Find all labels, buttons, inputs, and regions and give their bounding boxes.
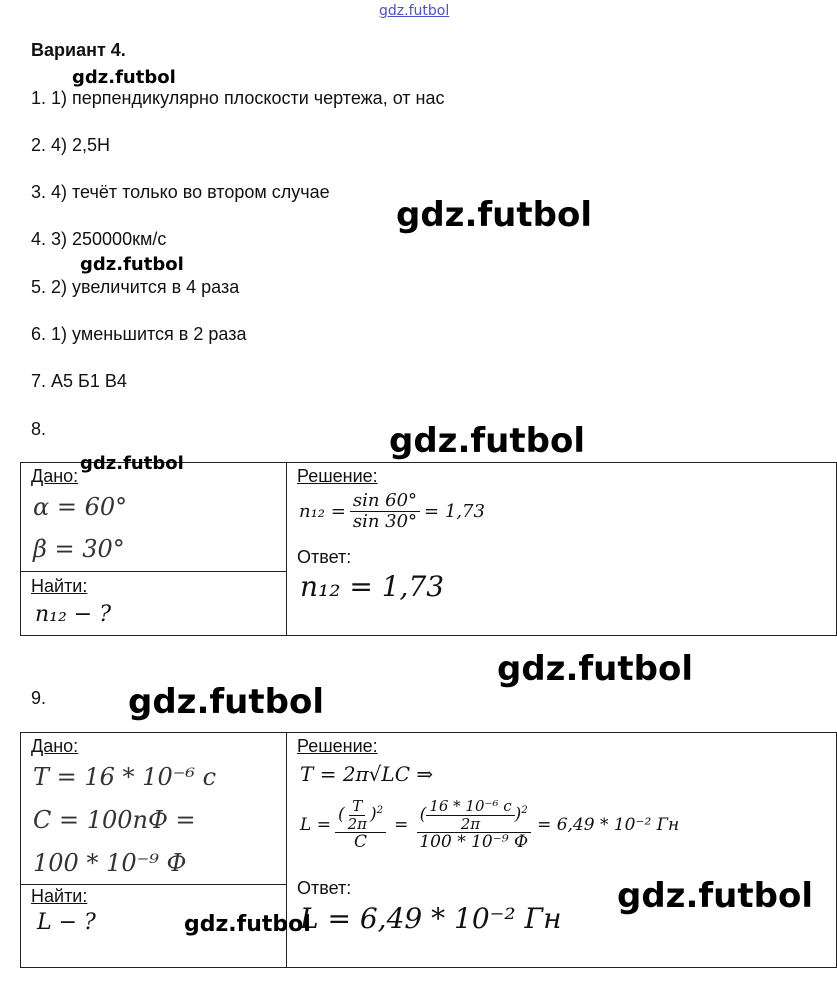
task-9-fraction-2-denominator: 100 * 10⁻⁹ Ф [419, 832, 529, 852]
task-9-given-capacitance: C = 100nФ = [33, 806, 196, 834]
task-9-fraction-1-denominator: C [354, 832, 368, 852]
watermark-7: gdz.futbol [128, 682, 324, 722]
task-8-denominator: sin 30° [352, 510, 418, 532]
task-8-find-label: Найти: [31, 576, 88, 596]
answer-line-3: 3. 4) течёт только во втором случае [31, 182, 330, 202]
task-9-inner-1-num: T [349, 798, 365, 816]
task-8-given-divider [20, 571, 286, 572]
watermark-2: gdz.futbol [396, 195, 592, 235]
task-9-given-period: T = 16 * 10⁻⁶ c [33, 763, 217, 791]
answer-line-4: 4. 3) 250000км/с [31, 229, 167, 249]
task-8-solution-rhs: = 1,73 [424, 500, 485, 522]
task-8-find-value: n₁₂ − ? [35, 602, 112, 627]
task-8-solution [299, 491, 485, 532]
task-9-inner-2-num: 16 * 10⁻⁶ c [426, 798, 514, 816]
task-9-l-lhs: L = [300, 814, 331, 835]
task-9-inner-fraction-1 [345, 798, 370, 832]
task-8-table [20, 462, 837, 636]
task-8-fraction [350, 491, 420, 532]
task-8-answer-label: Ответ: [297, 547, 352, 567]
task-9-fraction-1 [335, 798, 386, 852]
task-9-given-capacitance-si: 100 * 10⁻⁹ Ф [33, 849, 187, 877]
watermark-top: gdz.futbol [379, 3, 450, 19]
task-9-given-divider [20, 884, 286, 885]
watermark-6: gdz.futbol [497, 649, 693, 689]
task-9-solution-label: Решение: [297, 736, 378, 756]
task-8-solution-lhs: n₁₂ = [299, 500, 346, 522]
watermark-9: gdz.futbol [184, 912, 311, 937]
task-8-answer-value: n₁₂ = 1,73 [300, 570, 445, 603]
watermark-1: gdz.futbol [72, 67, 176, 88]
answer-line-2: 2. 4) 2,5Н [31, 135, 111, 155]
task-9-answer-label: Ответ: [297, 878, 352, 898]
task-8-given-alpha: α = 60° [33, 493, 128, 521]
task-9-fraction-1-numerator: ( $\frac{T}{2\pi}$ )$^2$ [335, 798, 386, 833]
variant-heading: Вариант 4. [31, 40, 126, 60]
task-9-result: = 6,49 * 10⁻² Гн [537, 814, 680, 835]
task-9-inner-1-den: 2π [347, 814, 367, 833]
task-9-fraction-2-numerator: ( $\frac{\text{16 * 10⁻⁶ c}}{2\pi}$ )$^2$ [417, 798, 531, 833]
task-9-inner-2-den: 2π [460, 814, 481, 833]
watermark-8: gdz.futbol [617, 876, 813, 916]
watermark-5: gdz.futbol [80, 453, 184, 474]
task-8-numerator: sin 60° [350, 491, 420, 512]
watermark-4: gdz.futbol [389, 421, 585, 461]
task-9-find-label: Найти: [31, 886, 88, 906]
task-9-equals: = [394, 814, 409, 835]
task-8-given-label: Дано: [31, 466, 79, 486]
answer-line-6: 6. 1) уменьшится в 2 раза [31, 324, 247, 344]
task-9-period-formula: T = 2π√LC ⇒ [300, 762, 434, 786]
task-9-fraction-2 [416, 798, 531, 852]
answer-line-5: 5. 2) увеличится в 4 раза [31, 277, 240, 297]
task-9-number: 9. [31, 688, 47, 708]
task-9-inductance-formula [300, 798, 679, 852]
task-8-solution-label: Решение: [297, 466, 378, 486]
answer-line-1: 1. 1) перпендикулярно плоскости чертежа, от нас [31, 88, 445, 108]
task-9-answer-value: L = 6,49 * 10⁻² Гн [300, 902, 562, 935]
task-8-given-beta: β = 30° [33, 535, 125, 563]
answer-line-7: 7. А5 Б1 В4 [31, 371, 127, 391]
task-9-find-value: L − ? [37, 910, 96, 935]
watermark-3: gdz.futbol [80, 254, 184, 275]
task-9-given-label: Дано: [31, 736, 79, 756]
task-8-number: 8. [31, 419, 47, 439]
task-8-divider [286, 462, 287, 636]
task-9-inner-fraction-2 [426, 798, 514, 832]
